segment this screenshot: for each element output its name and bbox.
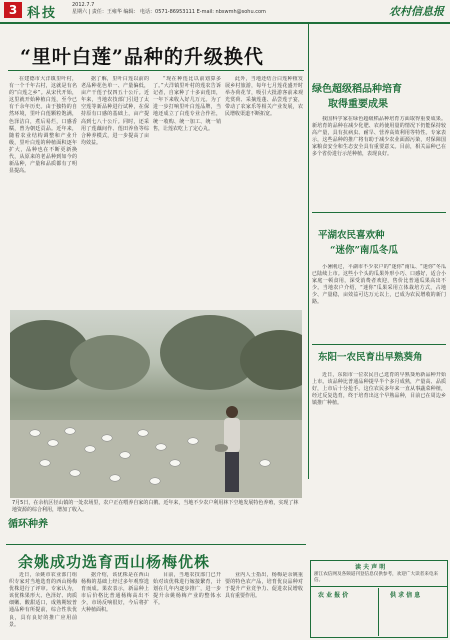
newspaper-brand: 农村信息报 xyxy=(389,5,444,18)
article-column-4 xyxy=(225,76,303,304)
bottom-column-2 xyxy=(81,572,149,636)
header-date: 2012.7.7 xyxy=(72,2,95,8)
column-divider xyxy=(308,24,309,479)
goose xyxy=(30,430,40,436)
header-contact: 星期六 | 责任：王雍华 编辑： 电话：0571-86953111 E-mail: nbswmh@sohu.com xyxy=(72,9,266,15)
section-name: 科技 xyxy=(27,6,58,21)
goose xyxy=(65,428,75,434)
sidebar-rule xyxy=(312,212,446,213)
quote-label: 农 业 报 价 xyxy=(318,592,349,599)
sidebar1-title xyxy=(312,82,446,112)
farm-photo xyxy=(10,310,302,498)
sidebar1-title-line: 取得重要成果 xyxy=(328,99,388,110)
article-text: “现在种莲比以前划算多了。”大洋镇里叶村的莲农告诉记者，自家种了十多亩莲田，一年下来收入好几万元。为了进一步打响里叶白莲品牌，当地还成立了白莲专业合作社，统一收购、统一加工、统一销售，让莲农吃上了定心丸。 xyxy=(153,76,221,132)
tree-shape xyxy=(240,330,302,390)
sidebar3-text: 近日，东阳市一位农民自己选育的早熟葵角新品种开始上市。该品种比普通品种提早半个多月成熟，产量高、品质好，上市后十分抢手。这位农民多年来一直从事蔬菜种植，经过反复选育，终于培育出这个早熟品种，目前已在周边乡镇推广种植。 xyxy=(312,372,446,407)
photo-tag: 循环种养 xyxy=(8,519,48,530)
notice-title: 读 夫 声 明 xyxy=(355,564,386,571)
sidebar2-title-line: 平湖农民喜欢种 xyxy=(318,230,385,241)
goose xyxy=(48,440,58,446)
notice-divider xyxy=(378,588,379,636)
goose xyxy=(150,478,160,484)
sidebar2-title xyxy=(318,228,446,258)
goose xyxy=(85,446,95,452)
bottom-text: 近日，余姚市农业部门组织专家对当地选育的西山杨梅优株进行了评审。专家认为，该优株果形大、色泽好、肉质细嫩、酸甜适口，成熟期较普通品种有所提前，综合性状优良，具有良好的推广应用前景。 xyxy=(9,572,77,628)
notice-text: 浙江农信网及各频道刊登信息仅供参考，欢迎广大读者来电来信。 xyxy=(314,572,439,583)
headline-rule xyxy=(8,70,304,71)
goose xyxy=(170,460,180,466)
sidebar-rule xyxy=(312,344,446,345)
sidebar2-text: 小暑刚过，平湖市不少农户的“迷你”南瓜、“迷你”冬瓜已陆续上市。这些小个头的瓜果外形小巧、口感好，适合小家庭一顿食用，深受消费者欢迎，售价比普通瓜果高出不少。当地农户介绍，“迷你”瓜果采用立体栽培方式，占地少、产量稳，亩效益可达万元以上，已成为农民增收的新门路。 xyxy=(312,264,446,306)
sidebar1-text: 我国科学家在绿色超级稻品种培育方面取得重要成果。新培育的品种在减少化肥、农药使用量的情况下仍能保持较高产量，具有抗病虫、耐旱、营养高效利用等特性。专家表示，这些品种的推广将有助于减少农业面源污染，对保障国家粮食安全和生态安全具有重要意义。目前，相关品种已在多个省份进行示范种植，表现良好。 xyxy=(312,116,446,158)
ground xyxy=(10,420,302,498)
tree-shape xyxy=(70,335,150,390)
supply-label: 供 求 信 息 xyxy=(390,592,421,599)
bottom-text: 业内人士指出，杨梅是余姚重要的特色农产品，培育优良品种对于提升产业竞争力、促进农民增收具有重要作用。 xyxy=(225,572,303,600)
photo-caption: 7月5日，在余杭区径山镇的一处农场里，农户正在喂养自家的白鹅。近年来，当地不少农户利用林下空地发展特色养殖，实现了林地资源的综合利用，增加了收入。 xyxy=(12,500,299,513)
goose xyxy=(102,435,112,441)
article-column-1 xyxy=(9,76,77,304)
bottom-column-4 xyxy=(225,572,303,636)
article-column-2 xyxy=(81,76,149,304)
goose xyxy=(70,470,80,476)
article-text: 据了解，里叶白莲以前的老品种花色单一、产量偏低，亩产干莲子仅四五十公斤。近年来，当地农技部门引进了太空莲等新品种进行试种，在保持原有口感的基础上，亩产提高到七八十公斤。同时，还采用了莲藕间作、莲田养鱼等综合种养模式，进一步提高了亩均效益。 xyxy=(81,76,149,146)
sidebar2-body xyxy=(312,264,446,344)
goose xyxy=(138,430,148,436)
article-text: 在建德市大洋镇里叶村，有一个千年古村，这就是有名的“白莲之乡”。从宋代开始，这里就开始种植白莲，至今已有千余年历史。由于独特的自然环境，里叶白莲颗粒饱满，色泽洁白，煮后易烂，口感香糯，曾为朝廷贡品。近年来，随着农业结构调整和产业升级，里叶白莲的种植面积逐年扩大，品种也在不断更新换代，从原来的老品种到如今的新品种，产量和品质都有了明显提高。 xyxy=(9,76,77,175)
goose xyxy=(120,452,130,458)
page-header xyxy=(0,0,450,24)
sidebar2-title-line: “迷你”南瓜冬瓜 xyxy=(330,245,398,256)
sidebar3-title: 东阳一农民育出早熟葵角 xyxy=(318,352,423,363)
bottom-column-3 xyxy=(153,572,221,636)
bottom-text: 目前，当地农技部门已开始对该优株进行嫁接繁育，计划在几年内逐步推广，进一步提升余姚杨梅产业的整体水平。 xyxy=(153,572,221,607)
goose xyxy=(188,438,198,444)
sidebar1-body xyxy=(312,116,446,204)
section-rule xyxy=(6,544,306,545)
article-text: 此外，当地还结合白莲种植发展乡村旅游，每年七月莲花盛开时举办荷花节，吸引大批游客前来观光赏荷、采摘莲蓬、品尝莲子宴，带动了农家乐等相关产业发展，农民增收渠道不断拓宽。 xyxy=(225,76,303,118)
sidebar3-body xyxy=(312,372,446,476)
bottom-column-1 xyxy=(9,572,77,636)
goose xyxy=(110,475,120,481)
bottom-text: 据介绍，该优株是在西山杨梅的基础上经过多年观察选育而成。果农表示，新品种上市后价格比普通杨梅高出不少，市场反响很好，今后将扩大种植面积。 xyxy=(81,572,149,614)
article-column-3 xyxy=(153,76,221,304)
goose xyxy=(40,460,50,466)
goose xyxy=(260,460,270,466)
main-headline: “里叶白莲”品种的升级换代 xyxy=(20,46,264,68)
goose xyxy=(156,444,166,450)
farmer-figure xyxy=(215,402,249,498)
bottom-article-title: 余姚成功选育西山杨梅优株 xyxy=(18,553,211,571)
sidebar1-title-line: 绿色超级稻品种培育 xyxy=(312,84,402,95)
page-number: 3 xyxy=(4,2,22,18)
notice-rule xyxy=(310,586,448,587)
header-meta xyxy=(72,2,266,16)
